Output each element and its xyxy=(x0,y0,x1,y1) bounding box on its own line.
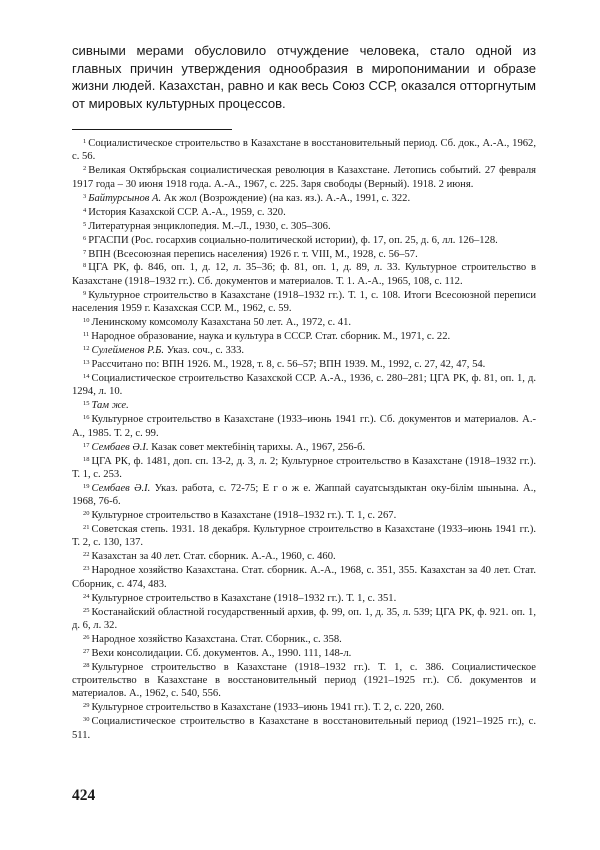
footnote xyxy=(72,164,536,191)
footnote xyxy=(72,661,536,701)
footnote-number: 13 xyxy=(83,359,90,366)
footnote xyxy=(72,455,536,482)
footnote xyxy=(72,220,536,233)
footnote-number: 30 xyxy=(83,716,90,724)
footnote xyxy=(72,715,536,742)
footnote-number: 6 xyxy=(83,234,87,242)
footnote-number: 3 xyxy=(83,192,87,200)
footnote-text: Культурное строительство в Казахстане (1918–1932 гг.). Т. 1, с. 351. xyxy=(91,592,397,604)
footnote-text: Указ. работа, с. 72-75; Е г о ж е. Жаппай сауатсыздыктан оку-білім шынына. А., 1968, 76-б. xyxy=(72,482,537,508)
page-number: 424 xyxy=(72,787,96,804)
footnote-text: ЦГА РК, ф. 846, оп. 1, д. 12, л. 35–36; ф. 81, оп. 1, д. 89, л. 33. Культурное строительство в Казахстане (1918–1932 гг.). Сб. документов и материалов. Т. 1. А.-А., 1965, 108, с. 112. xyxy=(72,262,536,287)
footnote xyxy=(72,344,536,357)
body-paragraph: сивными мерами обусловило отчуждение человека, стало одной из главных причин утверждения однообразия в миропонимании и образе жизни людей. Казахстан, равно и как весь Союз ССР, оказался отторгнутым от мировых культурных процессов. xyxy=(72,43,536,111)
footnote-text: Народное хозяйство Казахстана. Стат. сборник. А.-А., 1968, с. 351, 355. Казахстан за 40 лет. Стат. Сборник, с. 474, 483. xyxy=(72,565,536,590)
footnote-author: Сембаев Ә.І. xyxy=(91,482,151,494)
footnote-text: Культурное строительство в Казахстане (1918–1932 гг.). Т. 1, с. 386. Социалистическое строительство в Казахстане в восстановительный период (1921–1925 гг.). Сб. документов и материалов. А., 1962, с. 540, 556. xyxy=(72,661,536,700)
footnote xyxy=(72,592,536,605)
footnote xyxy=(72,399,536,412)
footnote-text: Великая Октябрьская социалистическая революция в Казахстане. Летопись событий. 27 февраля 1917 года – 30 июня 1918 года. А.-А., 1967, с. 225. Заря свободы (Верный). 1918. 2 июня. xyxy=(72,165,536,190)
footnote xyxy=(72,509,536,522)
footnote xyxy=(72,330,536,343)
footnote xyxy=(72,482,536,509)
footnote xyxy=(72,413,536,440)
footnote-text: Народное хозяйство Казахстана. Стат. Сборник., с. 358. xyxy=(91,633,342,645)
footnote-number: 2 xyxy=(83,165,87,173)
footnote-text: Культурное строительство в Казахстане (1933–июнь 1941 гг.). Т. 2, с. 220, 260. xyxy=(91,702,445,714)
footnote-text: Рассчитано по: ВПН 1926. М., 1928, т. 8, с. 56–57; ВПН 1939. М., 1992, с. 27, 42, 47, 54. xyxy=(91,359,486,370)
footnote-text: Казахстан за 40 лет. Стат. сборник. А.-А., 1960, с. 460. xyxy=(91,551,336,563)
footnote-number: 28 xyxy=(83,661,90,669)
footnote xyxy=(72,261,536,288)
footnote-author: Байтурсынов А. xyxy=(88,192,162,204)
footnote-text: Культурное строительство в Казахстане (1933–июнь 1941 гг.). Сб. документов и материалов. А.-А., 1985. Т. 2, с. 99. xyxy=(72,414,536,439)
footnote xyxy=(72,206,536,219)
footnote xyxy=(72,633,536,646)
footnote-number: 11 xyxy=(83,331,90,339)
footnote-number: 25 xyxy=(83,606,90,614)
footnote-text: Литературная энциклопедия. М.–Л., 1930, с. 305–306. xyxy=(88,220,331,232)
footnote xyxy=(72,550,536,563)
footnote-number: 22 xyxy=(83,551,90,559)
footnote-number: 4 xyxy=(83,206,87,214)
footnote-text: Советская степь. 1931. 18 декабря. Культурное строительство в Казахстане (1933–июнь 1941 гг.). Т. 2, с. 130, 137. xyxy=(72,524,536,549)
footnote xyxy=(72,372,536,399)
footnote-number: 19 xyxy=(83,482,90,490)
footnote-number: 12 xyxy=(83,345,90,353)
footnote-number: 21 xyxy=(83,524,90,532)
footnotes-list xyxy=(72,137,536,743)
footnote xyxy=(72,606,536,633)
footnote xyxy=(72,523,536,550)
footnote-number: 8 xyxy=(83,262,87,270)
footnote-number: 9 xyxy=(83,289,87,297)
footnote xyxy=(72,248,536,261)
footnote-text: Костанайский областной государственный архив, ф. 99, оп. 1, д. 35, л. 539; ЦГА РК, ф. 921. оп. 1, д. 6, л. 32. xyxy=(72,606,536,631)
footnote xyxy=(72,701,536,714)
footnote-text: Ленинскому комсомолу Казахстана 50 лет. А., 1972, с. 41. xyxy=(91,317,352,329)
footnote-number: 17 xyxy=(83,441,90,449)
footnote xyxy=(72,137,536,164)
footnote-number: 5 xyxy=(83,220,87,228)
footnote xyxy=(72,647,536,660)
footnote-number: 29 xyxy=(83,702,90,710)
footnote xyxy=(72,192,536,205)
footnote-text: ВПН (Всесоюзная перепись населения) 1926 г. т. VIII, М., 1928, с. 56–57. xyxy=(88,248,418,260)
footnote xyxy=(72,441,536,454)
footnote xyxy=(72,358,536,371)
footnote-author: Сембаев Ә.І. xyxy=(91,441,149,453)
footnote-number: 20 xyxy=(83,510,90,518)
footnote-number: 27 xyxy=(83,647,90,655)
footnote-text: Социалистическое строительство Казахской ССР. А.-А., 1936, с. 280–281; ЦГА РК, ф. 81, оп. 1, д. 1294, л. 10. xyxy=(72,372,536,398)
footnote-number: 14 xyxy=(83,372,90,380)
footnote-number: 7 xyxy=(83,248,87,256)
footnote-text: История Казахской ССР. А.-А., 1959, с. 320. xyxy=(88,206,286,218)
footnote xyxy=(72,234,536,247)
footnote-text: Народное образование, наука и культура в СССР. Стат. сборник. М., 1971, с. 22. xyxy=(91,331,451,343)
footnote-number: 24 xyxy=(83,592,90,600)
footnote-number: 26 xyxy=(83,633,90,641)
footnote-number: 15 xyxy=(83,400,90,408)
footnote-number: 18 xyxy=(83,455,90,463)
footnote-number: 23 xyxy=(83,565,90,573)
footnote-text: Ак жол (Возрождение) (на каз. яз.). А.-А., 1991, с. 322. xyxy=(161,192,411,204)
footnote-text: Казак совет мектебінің тарихы. А., 1967, 256-б. xyxy=(148,441,366,453)
footnote-author: Сулейменов Р.Б. xyxy=(91,345,165,357)
footnote-separator xyxy=(72,129,232,130)
footnote-number: 1 xyxy=(83,138,87,145)
footnote-text: РГАСПИ (Рос. госархив социально-политической истории), ф. 17, оп. 25, д. 6, лл. 126–128. xyxy=(88,234,498,246)
footnote-text: Культурное строительство в Казахстане (1918–1932 гг.). Т. 1, с. 108. Итоги Всесоюзной переписи населения 1959 г. Казахская ССР. М., 1962, с. 59. xyxy=(72,289,536,315)
footnote-text: Указ. соч., с. 333. xyxy=(164,345,245,357)
footnote-author: Там же. xyxy=(91,400,129,412)
footnote xyxy=(72,564,536,591)
footnote-text: Вехи консолидации. Сб. документов. А., 1990. 111, 148-л. xyxy=(91,647,352,659)
footnote-text: Социалистическое строительство в Казахстане в восстановительный период (1921–1925 гг.), с. 511. xyxy=(72,716,536,741)
footnote-text: Культурное строительство в Казахстане (1918–1932 гг.). Т. 1, с. 267. xyxy=(91,510,397,522)
footnote-number: 16 xyxy=(83,414,90,422)
footnote xyxy=(72,316,536,329)
footnote-number: 10 xyxy=(83,317,90,325)
footnote-text: ЦГА РК, ф. 1481, доп. сп. 13-2, д. 3, л. 2; Культурное строительство в Казахстане (1918–1932 гг.). Т. 1, с. 253. xyxy=(72,455,536,480)
footnote xyxy=(72,289,536,316)
footnote-text: Социалистическое строительство в Казахстане в восстановительный период. Сб. док., А.-А., 1962, с. 56. xyxy=(72,138,536,163)
